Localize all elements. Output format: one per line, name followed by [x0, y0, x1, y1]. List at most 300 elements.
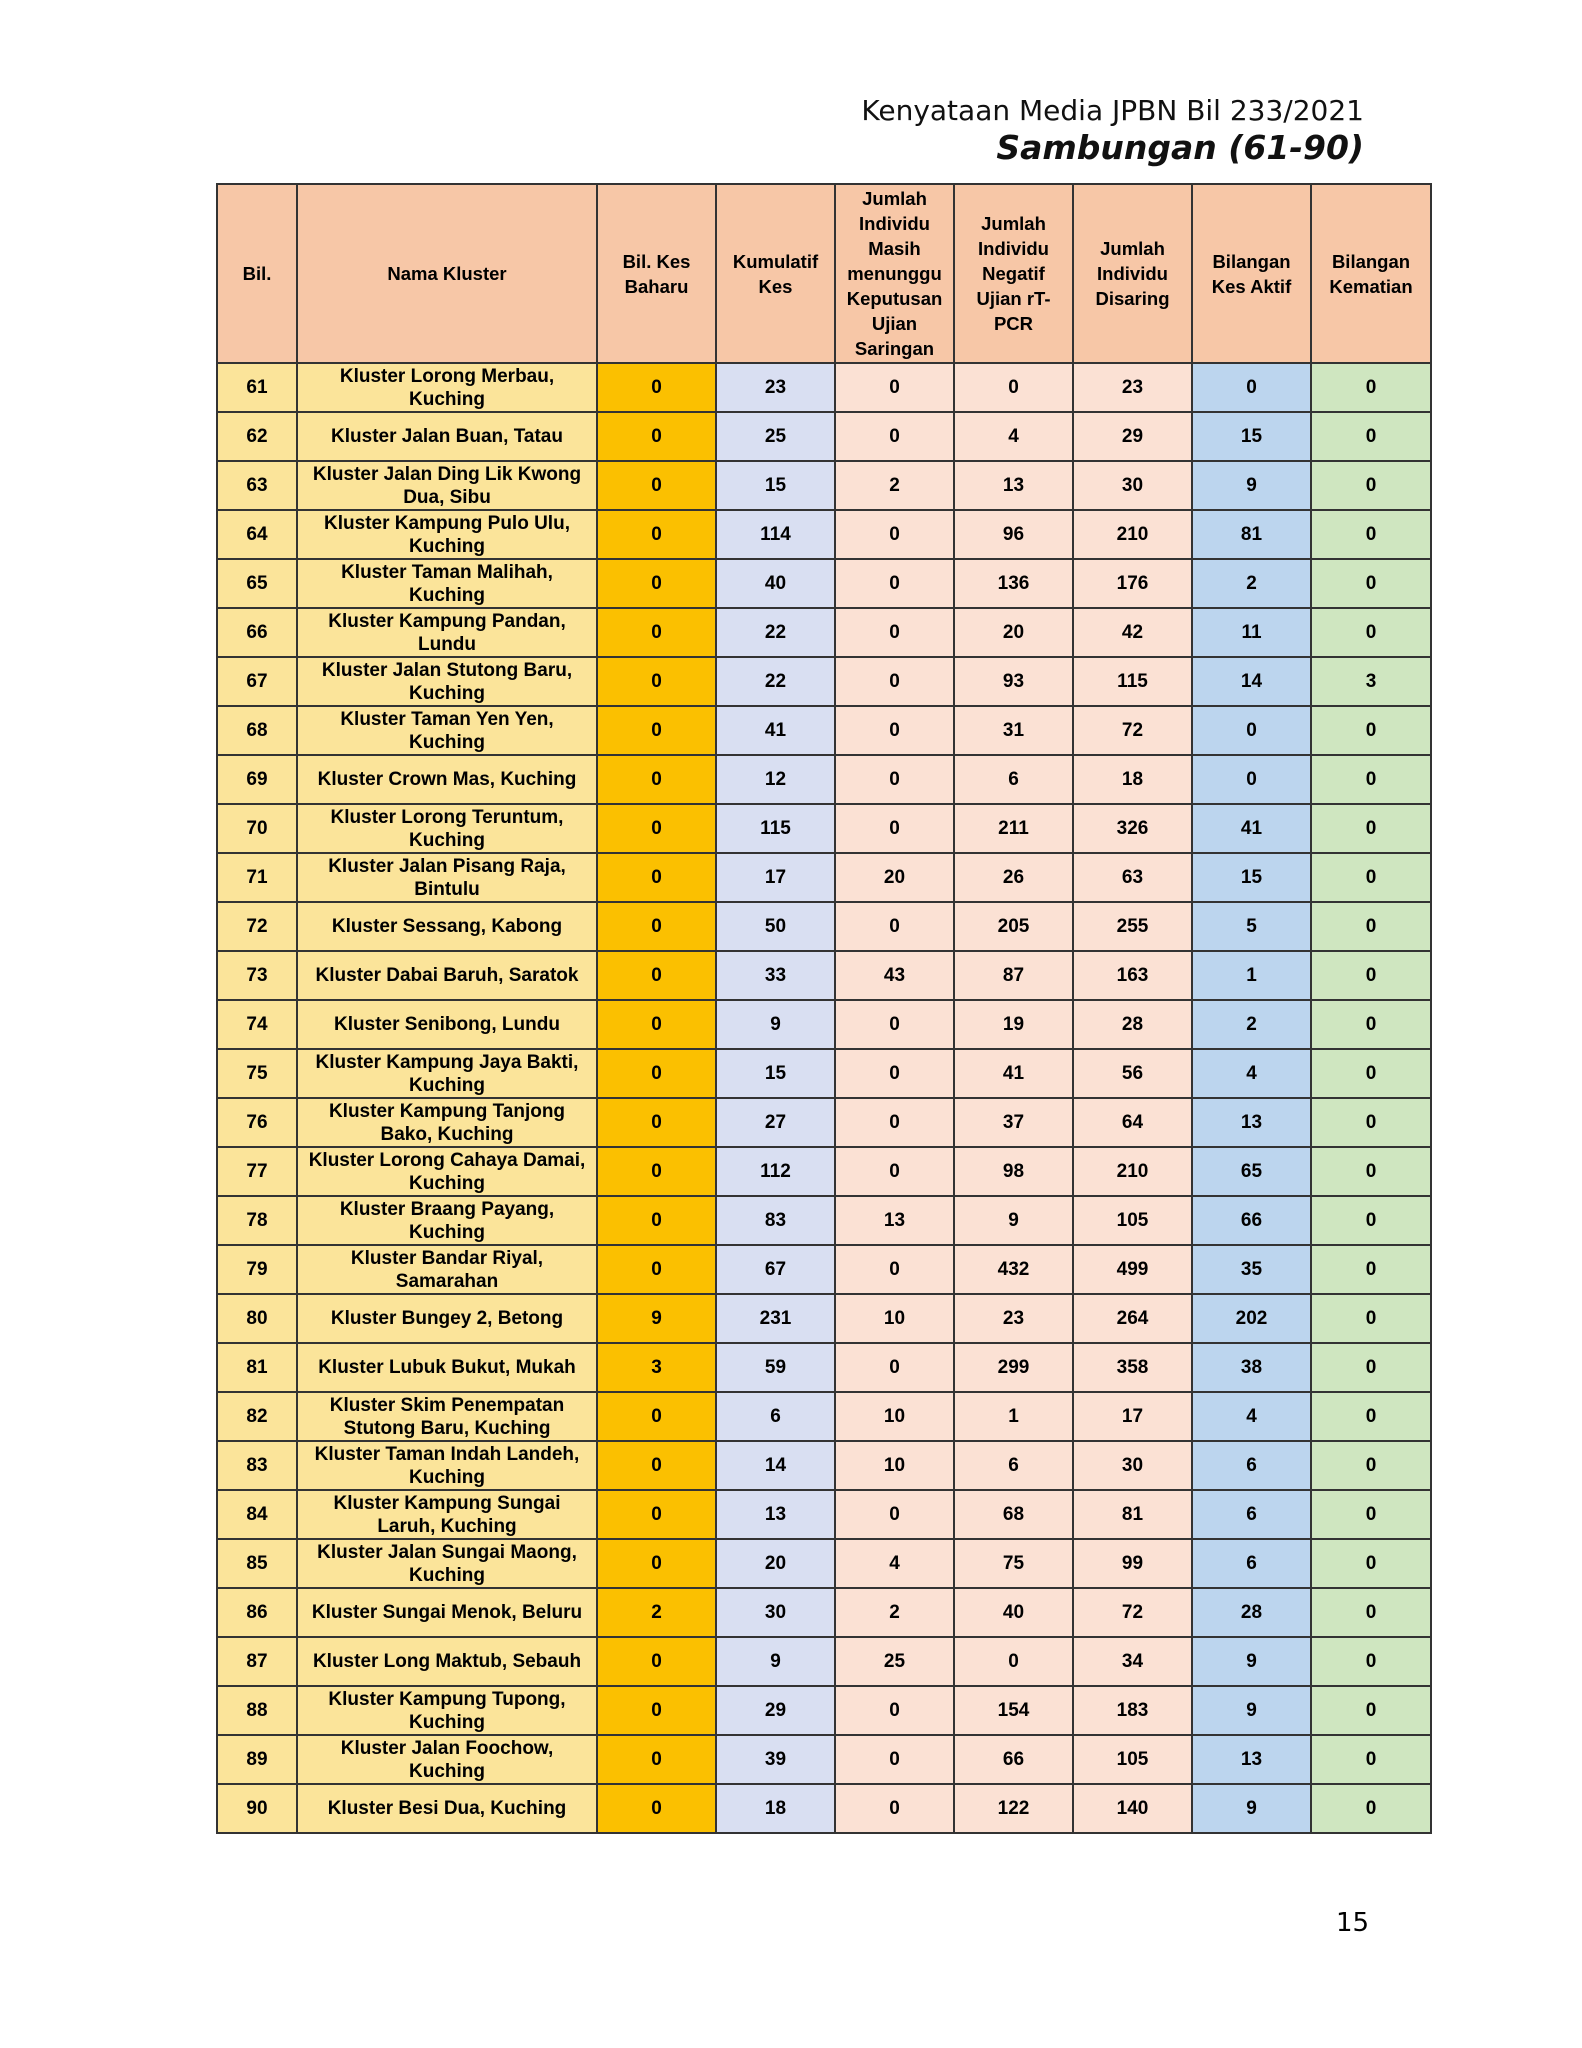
negatif-rtpcr-cell: 93 — [954, 657, 1073, 706]
kematian-cell: 0 — [1311, 853, 1431, 902]
menunggu-keputusan-cell: 0 — [835, 804, 954, 853]
menunggu-keputusan-cell: 0 — [835, 1343, 954, 1392]
kes-baharu-cell: 0 — [597, 1784, 716, 1833]
table-row — [217, 559, 1431, 608]
kematian-cell: 0 — [1311, 1294, 1431, 1343]
disaring-cell: 255 — [1073, 902, 1192, 951]
table-row — [217, 1049, 1431, 1098]
negatif-rtpcr-cell: 66 — [954, 1735, 1073, 1784]
kumulatif-kes-cell: 29 — [716, 1686, 835, 1735]
negatif-rtpcr-cell: 98 — [954, 1147, 1073, 1196]
menunggu-keputusan-cell: 0 — [835, 1735, 954, 1784]
negatif-rtpcr-cell: 31 — [954, 706, 1073, 755]
kes-baharu-cell: 0 — [597, 608, 716, 657]
table-row — [217, 706, 1431, 755]
kes-aktif-cell: 4 — [1192, 1049, 1311, 1098]
cluster-name-cell: Kluster Dabai Baruh, Saratok — [297, 951, 597, 1000]
kumulatif-kes-cell: 17 — [716, 853, 835, 902]
column-header-disaring: Jumlah Individu Disaring — [1073, 184, 1192, 363]
bil-cell: 72 — [217, 902, 297, 951]
kumulatif-kes-cell: 231 — [716, 1294, 835, 1343]
bil-cell: 80 — [217, 1294, 297, 1343]
disaring-cell: 28 — [1073, 1000, 1192, 1049]
cluster-name-cell: Kluster Jalan Foochow, Kuching — [297, 1735, 597, 1784]
negatif-rtpcr-cell: 122 — [954, 1784, 1073, 1833]
negatif-rtpcr-cell: 41 — [954, 1049, 1073, 1098]
cluster-name-cell: Kluster Kampung Tanjong Bako, Kuching — [297, 1098, 597, 1147]
table-row — [217, 363, 1431, 412]
menunggu-keputusan-cell: 0 — [835, 755, 954, 804]
cluster-name-cell: Kluster Jalan Pisang Raja, Bintulu — [297, 853, 597, 902]
disaring-cell: 23 — [1073, 363, 1192, 412]
kes-baharu-cell: 3 — [597, 1343, 716, 1392]
menunggu-keputusan-cell: 4 — [835, 1539, 954, 1588]
bil-cell: 82 — [217, 1392, 297, 1441]
cluster-name-cell: Kluster Lorong Merbau, Kuching — [297, 363, 597, 412]
menunggu-keputusan-cell: 0 — [835, 1000, 954, 1049]
menunggu-keputusan-cell: 0 — [835, 1098, 954, 1147]
table-row — [217, 1000, 1431, 1049]
bil-cell: 74 — [217, 1000, 297, 1049]
disaring-cell: 140 — [1073, 1784, 1192, 1833]
table-header-row — [217, 184, 1431, 363]
kematian-cell: 0 — [1311, 510, 1431, 559]
menunggu-keputusan-cell: 0 — [835, 1147, 954, 1196]
kumulatif-kes-cell: 30 — [716, 1588, 835, 1637]
menunggu-keputusan-cell: 0 — [835, 559, 954, 608]
kes-aktif-cell: 9 — [1192, 1637, 1311, 1686]
kes-aktif-cell: 15 — [1192, 853, 1311, 902]
kes-baharu-cell: 0 — [597, 755, 716, 804]
kes-baharu-cell: 0 — [597, 559, 716, 608]
negatif-rtpcr-cell: 205 — [954, 902, 1073, 951]
table-row — [217, 1588, 1431, 1637]
cluster-name-cell: Kluster Besi Dua, Kuching — [297, 1784, 597, 1833]
cluster-name-cell: Kluster Kampung Sungai Laruh, Kuching — [297, 1490, 597, 1539]
cluster-name-cell: Kluster Kampung Pulo Ulu, Kuching — [297, 510, 597, 559]
menunggu-keputusan-cell: 0 — [835, 1049, 954, 1098]
kematian-cell: 0 — [1311, 1245, 1431, 1294]
negatif-rtpcr-cell: 4 — [954, 412, 1073, 461]
kes-baharu-cell: 9 — [597, 1294, 716, 1343]
cluster-name-cell: Kluster Jalan Ding Lik Kwong Dua, Sibu — [297, 461, 597, 510]
kematian-cell: 0 — [1311, 1735, 1431, 1784]
cluster-name-cell: Kluster Kampung Pandan, Lundu — [297, 608, 597, 657]
disaring-cell: 358 — [1073, 1343, 1192, 1392]
kes-baharu-cell: 0 — [597, 853, 716, 902]
column-header-nama-kluster: Nama Kluster — [297, 184, 597, 363]
menunggu-keputusan-cell: 0 — [835, 1245, 954, 1294]
disaring-cell: 163 — [1073, 951, 1192, 1000]
kes-baharu-cell: 0 — [597, 1735, 716, 1784]
bil-cell: 81 — [217, 1343, 297, 1392]
table-row — [217, 461, 1431, 510]
cluster-name-cell: Kluster Bandar Riyal, Samarahan — [297, 1245, 597, 1294]
document-subtitle: Sambungan (61-90) — [996, 128, 1364, 167]
menunggu-keputusan-cell: 0 — [835, 412, 954, 461]
table-row — [217, 1490, 1431, 1539]
kes-aktif-cell: 2 — [1192, 1000, 1311, 1049]
kes-baharu-cell: 0 — [597, 1245, 716, 1294]
disaring-cell: 326 — [1073, 804, 1192, 853]
kes-aktif-cell: 6 — [1192, 1539, 1311, 1588]
bil-cell: 78 — [217, 1196, 297, 1245]
bil-cell: 70 — [217, 804, 297, 853]
table-row — [217, 1343, 1431, 1392]
bil-cell: 68 — [217, 706, 297, 755]
negatif-rtpcr-cell: 9 — [954, 1196, 1073, 1245]
kumulatif-kes-cell: 112 — [716, 1147, 835, 1196]
disaring-cell: 210 — [1073, 1147, 1192, 1196]
kes-aktif-cell: 66 — [1192, 1196, 1311, 1245]
cluster-name-cell: Kluster Lubuk Bukut, Mukah — [297, 1343, 597, 1392]
menunggu-keputusan-cell: 2 — [835, 461, 954, 510]
menunggu-keputusan-cell: 20 — [835, 853, 954, 902]
kes-aktif-cell: 0 — [1192, 706, 1311, 755]
kes-aktif-cell: 38 — [1192, 1343, 1311, 1392]
negatif-rtpcr-cell: 68 — [954, 1490, 1073, 1539]
kes-aktif-cell: 4 — [1192, 1392, 1311, 1441]
kumulatif-kes-cell: 9 — [716, 1000, 835, 1049]
kumulatif-kes-cell: 114 — [716, 510, 835, 559]
disaring-cell: 72 — [1073, 706, 1192, 755]
kematian-cell: 0 — [1311, 706, 1431, 755]
kumulatif-kes-cell: 15 — [716, 1049, 835, 1098]
kumulatif-kes-cell: 39 — [716, 1735, 835, 1784]
kumulatif-kes-cell: 33 — [716, 951, 835, 1000]
bil-cell: 67 — [217, 657, 297, 706]
bil-cell: 84 — [217, 1490, 297, 1539]
kes-baharu-cell: 0 — [597, 706, 716, 755]
negatif-rtpcr-cell: 299 — [954, 1343, 1073, 1392]
disaring-cell: 183 — [1073, 1686, 1192, 1735]
menunggu-keputusan-cell: 10 — [835, 1441, 954, 1490]
kumulatif-kes-cell: 14 — [716, 1441, 835, 1490]
table-row — [217, 1196, 1431, 1245]
cluster-name-cell: Kluster Taman Yen Yen, Kuching — [297, 706, 597, 755]
menunggu-keputusan-cell: 10 — [835, 1294, 954, 1343]
bil-cell: 89 — [217, 1735, 297, 1784]
disaring-cell: 18 — [1073, 755, 1192, 804]
kematian-cell: 0 — [1311, 1490, 1431, 1539]
kes-baharu-cell: 0 — [597, 902, 716, 951]
bil-cell: 73 — [217, 951, 297, 1000]
kumulatif-kes-cell: 41 — [716, 706, 835, 755]
negatif-rtpcr-cell: 136 — [954, 559, 1073, 608]
kes-baharu-cell: 0 — [597, 657, 716, 706]
cluster-name-cell: Kluster Taman Indah Landeh, Kuching — [297, 1441, 597, 1490]
kes-baharu-cell: 0 — [597, 1686, 716, 1735]
kes-aktif-cell: 13 — [1192, 1735, 1311, 1784]
kematian-cell: 0 — [1311, 1147, 1431, 1196]
negatif-rtpcr-cell: 1 — [954, 1392, 1073, 1441]
menunggu-keputusan-cell: 0 — [835, 1490, 954, 1539]
bil-cell: 77 — [217, 1147, 297, 1196]
kumulatif-kes-cell: 59 — [716, 1343, 835, 1392]
cluster-name-cell: Kluster Kampung Jaya Bakti, Kuching — [297, 1049, 597, 1098]
negatif-rtpcr-cell: 23 — [954, 1294, 1073, 1343]
disaring-cell: 99 — [1073, 1539, 1192, 1588]
table-row — [217, 1784, 1431, 1833]
kematian-cell: 0 — [1311, 755, 1431, 804]
kematian-cell: 0 — [1311, 804, 1431, 853]
bil-cell: 63 — [217, 461, 297, 510]
disaring-cell: 105 — [1073, 1735, 1192, 1784]
negatif-rtpcr-cell: 0 — [954, 1637, 1073, 1686]
cluster-name-cell: Kluster Bungey 2, Betong — [297, 1294, 597, 1343]
column-header-kes-aktif: Bilangan Kes Aktif — [1192, 184, 1311, 363]
kes-aktif-cell: 28 — [1192, 1588, 1311, 1637]
bil-cell: 79 — [217, 1245, 297, 1294]
kematian-cell: 0 — [1311, 1196, 1431, 1245]
document-title: Kenyataan Media JPBN Bil 233/2021 — [861, 94, 1364, 127]
negatif-rtpcr-cell: 211 — [954, 804, 1073, 853]
negatif-rtpcr-cell: 0 — [954, 363, 1073, 412]
kematian-cell: 0 — [1311, 1392, 1431, 1441]
menunggu-keputusan-cell: 43 — [835, 951, 954, 1000]
menunggu-keputusan-cell: 0 — [835, 706, 954, 755]
disaring-cell: 210 — [1073, 510, 1192, 559]
table-row — [217, 1441, 1431, 1490]
table-row — [217, 1686, 1431, 1735]
cluster-name-cell: Kluster Long Maktub, Sebauh — [297, 1637, 597, 1686]
kematian-cell: 0 — [1311, 1539, 1431, 1588]
negatif-rtpcr-cell: 37 — [954, 1098, 1073, 1147]
cluster-name-cell: Kluster Sungai Menok, Beluru — [297, 1588, 597, 1637]
bil-cell: 64 — [217, 510, 297, 559]
table-row — [217, 1539, 1431, 1588]
kumulatif-kes-cell: 13 — [716, 1490, 835, 1539]
column-header-kematian: Bilangan Kematian — [1311, 184, 1431, 363]
kematian-cell: 0 — [1311, 1637, 1431, 1686]
disaring-cell: 17 — [1073, 1392, 1192, 1441]
kes-aktif-cell: 13 — [1192, 1098, 1311, 1147]
kumulatif-kes-cell: 12 — [716, 755, 835, 804]
kes-baharu-cell: 0 — [597, 1637, 716, 1686]
kes-aktif-cell: 9 — [1192, 1686, 1311, 1735]
cluster-name-cell: Kluster Taman Malihah, Kuching — [297, 559, 597, 608]
kes-baharu-cell: 0 — [597, 1196, 716, 1245]
kumulatif-kes-cell: 25 — [716, 412, 835, 461]
menunggu-keputusan-cell: 2 — [835, 1588, 954, 1637]
cluster-name-cell: Kluster Jalan Stutong Baru, Kuching — [297, 657, 597, 706]
negatif-rtpcr-cell: 75 — [954, 1539, 1073, 1588]
page-number: 15 — [1336, 1908, 1370, 1938]
kes-baharu-cell: 0 — [597, 461, 716, 510]
menunggu-keputusan-cell: 0 — [835, 657, 954, 706]
negatif-rtpcr-cell: 40 — [954, 1588, 1073, 1637]
menunggu-keputusan-cell: 0 — [835, 1784, 954, 1833]
kes-baharu-cell: 0 — [597, 804, 716, 853]
kematian-cell: 3 — [1311, 657, 1431, 706]
kes-aktif-cell: 6 — [1192, 1490, 1311, 1539]
disaring-cell: 105 — [1073, 1196, 1192, 1245]
kumulatif-kes-cell: 6 — [716, 1392, 835, 1441]
negatif-rtpcr-cell: 432 — [954, 1245, 1073, 1294]
cluster-name-cell: Kluster Lorong Teruntum, Kuching — [297, 804, 597, 853]
menunggu-keputusan-cell: 0 — [835, 902, 954, 951]
kes-baharu-cell: 0 — [597, 1490, 716, 1539]
negatif-rtpcr-cell: 6 — [954, 1441, 1073, 1490]
kes-baharu-cell: 0 — [597, 1539, 716, 1588]
menunggu-keputusan-cell: 0 — [835, 363, 954, 412]
negatif-rtpcr-cell: 13 — [954, 461, 1073, 510]
kumulatif-kes-cell: 9 — [716, 1637, 835, 1686]
table-row — [217, 657, 1431, 706]
cluster-name-cell: Kluster Skim Penempatan Stutong Baru, Kuching — [297, 1392, 597, 1441]
disaring-cell: 30 — [1073, 461, 1192, 510]
column-header-bil: Bil. — [217, 184, 297, 363]
disaring-cell: 29 — [1073, 412, 1192, 461]
kumulatif-kes-cell: 18 — [716, 1784, 835, 1833]
table-row — [217, 608, 1431, 657]
kumulatif-kes-cell: 15 — [716, 461, 835, 510]
disaring-cell: 499 — [1073, 1245, 1192, 1294]
kes-aktif-cell: 9 — [1192, 461, 1311, 510]
table-row — [217, 951, 1431, 1000]
column-header-negatif-rtpcr: Jumlah Individu Negatif Ujian rT-PCR — [954, 184, 1073, 363]
cluster-name-cell: Kluster Braang Payang, Kuching — [297, 1196, 597, 1245]
kematian-cell: 0 — [1311, 1686, 1431, 1735]
kes-aktif-cell: 11 — [1192, 608, 1311, 657]
kes-aktif-cell: 5 — [1192, 902, 1311, 951]
menunggu-keputusan-cell: 0 — [835, 1686, 954, 1735]
kes-baharu-cell: 0 — [597, 363, 716, 412]
kes-aktif-cell: 9 — [1192, 1784, 1311, 1833]
kematian-cell: 0 — [1311, 1441, 1431, 1490]
bil-cell: 83 — [217, 1441, 297, 1490]
kes-aktif-cell: 14 — [1192, 657, 1311, 706]
disaring-cell: 30 — [1073, 1441, 1192, 1490]
kes-baharu-cell: 0 — [597, 1098, 716, 1147]
disaring-cell: 72 — [1073, 1588, 1192, 1637]
disaring-cell: 81 — [1073, 1490, 1192, 1539]
kes-aktif-cell: 0 — [1192, 755, 1311, 804]
kematian-cell: 0 — [1311, 559, 1431, 608]
kes-baharu-cell: 0 — [597, 510, 716, 559]
kematian-cell: 0 — [1311, 1784, 1431, 1833]
kematian-cell: 0 — [1311, 608, 1431, 657]
kes-baharu-cell: 0 — [597, 1441, 716, 1490]
kes-baharu-cell: 0 — [597, 1392, 716, 1441]
cluster-name-cell: Kluster Lorong Cahaya Damai, Kuching — [297, 1147, 597, 1196]
kumulatif-kes-cell: 23 — [716, 363, 835, 412]
table-row — [217, 804, 1431, 853]
kematian-cell: 0 — [1311, 1000, 1431, 1049]
bil-cell: 62 — [217, 412, 297, 461]
kumulatif-kes-cell: 67 — [716, 1245, 835, 1294]
disaring-cell: 264 — [1073, 1294, 1192, 1343]
bil-cell: 76 — [217, 1098, 297, 1147]
kematian-cell: 0 — [1311, 902, 1431, 951]
disaring-cell: 34 — [1073, 1637, 1192, 1686]
bil-cell: 66 — [217, 608, 297, 657]
cluster-name-cell: Kluster Sessang, Kabong — [297, 902, 597, 951]
table-row — [217, 1294, 1431, 1343]
kematian-cell: 0 — [1311, 1049, 1431, 1098]
table-row — [217, 1637, 1431, 1686]
menunggu-keputusan-cell: 10 — [835, 1392, 954, 1441]
kes-baharu-cell: 0 — [597, 412, 716, 461]
bil-cell: 87 — [217, 1637, 297, 1686]
table-row — [217, 1245, 1431, 1294]
kematian-cell: 0 — [1311, 363, 1431, 412]
column-header-kes-baharu: Bil. Kes Baharu — [597, 184, 716, 363]
kes-aktif-cell: 81 — [1192, 510, 1311, 559]
bil-cell: 65 — [217, 559, 297, 608]
kematian-cell: 0 — [1311, 1343, 1431, 1392]
kumulatif-kes-cell: 20 — [716, 1539, 835, 1588]
kes-aktif-cell: 2 — [1192, 559, 1311, 608]
table-row — [217, 510, 1431, 559]
table-row — [217, 1392, 1431, 1441]
negatif-rtpcr-cell: 6 — [954, 755, 1073, 804]
cluster-name-cell: Kluster Jalan Sungai Maong, Kuching — [297, 1539, 597, 1588]
kes-baharu-cell: 2 — [597, 1588, 716, 1637]
menunggu-keputusan-cell: 13 — [835, 1196, 954, 1245]
menunggu-keputusan-cell: 0 — [835, 510, 954, 559]
kumulatif-kes-cell: 22 — [716, 657, 835, 706]
disaring-cell: 63 — [1073, 853, 1192, 902]
table-body — [217, 363, 1431, 1833]
negatif-rtpcr-cell: 20 — [954, 608, 1073, 657]
bil-cell: 75 — [217, 1049, 297, 1098]
kes-baharu-cell: 0 — [597, 951, 716, 1000]
table-row — [217, 1147, 1431, 1196]
menunggu-keputusan-cell: 0 — [835, 608, 954, 657]
negatif-rtpcr-cell: 96 — [954, 510, 1073, 559]
kumulatif-kes-cell: 22 — [716, 608, 835, 657]
kumulatif-kes-cell: 27 — [716, 1098, 835, 1147]
disaring-cell: 42 — [1073, 608, 1192, 657]
cluster-name-cell: Kluster Senibong, Lundu — [297, 1000, 597, 1049]
cluster-table — [216, 183, 1432, 1834]
cluster-name-cell: Kluster Kampung Tupong, Kuching — [297, 1686, 597, 1735]
kes-aktif-cell: 15 — [1192, 412, 1311, 461]
kumulatif-kes-cell: 115 — [716, 804, 835, 853]
bil-cell: 61 — [217, 363, 297, 412]
bil-cell: 85 — [217, 1539, 297, 1588]
bil-cell: 71 — [217, 853, 297, 902]
bil-cell: 86 — [217, 1588, 297, 1637]
table-row — [217, 902, 1431, 951]
table-row — [217, 755, 1431, 804]
negatif-rtpcr-cell: 87 — [954, 951, 1073, 1000]
kes-aktif-cell: 0 — [1192, 363, 1311, 412]
kematian-cell: 0 — [1311, 1098, 1431, 1147]
kes-aktif-cell: 41 — [1192, 804, 1311, 853]
kes-baharu-cell: 0 — [597, 1049, 716, 1098]
negatif-rtpcr-cell: 19 — [954, 1000, 1073, 1049]
disaring-cell: 115 — [1073, 657, 1192, 706]
column-header-kumulatif-kes: Kumulatif Kes — [716, 184, 835, 363]
kes-aktif-cell: 202 — [1192, 1294, 1311, 1343]
cluster-name-cell: Kluster Crown Mas, Kuching — [297, 755, 597, 804]
negatif-rtpcr-cell: 26 — [954, 853, 1073, 902]
kumulatif-kes-cell: 40 — [716, 559, 835, 608]
kes-aktif-cell: 65 — [1192, 1147, 1311, 1196]
kes-aktif-cell: 6 — [1192, 1441, 1311, 1490]
kes-baharu-cell: 0 — [597, 1000, 716, 1049]
kes-aktif-cell: 35 — [1192, 1245, 1311, 1294]
bil-cell: 69 — [217, 755, 297, 804]
kes-aktif-cell: 1 — [1192, 951, 1311, 1000]
table-row — [217, 1735, 1431, 1784]
kematian-cell: 0 — [1311, 412, 1431, 461]
table-row — [217, 412, 1431, 461]
kumulatif-kes-cell: 50 — [716, 902, 835, 951]
negatif-rtpcr-cell: 154 — [954, 1686, 1073, 1735]
